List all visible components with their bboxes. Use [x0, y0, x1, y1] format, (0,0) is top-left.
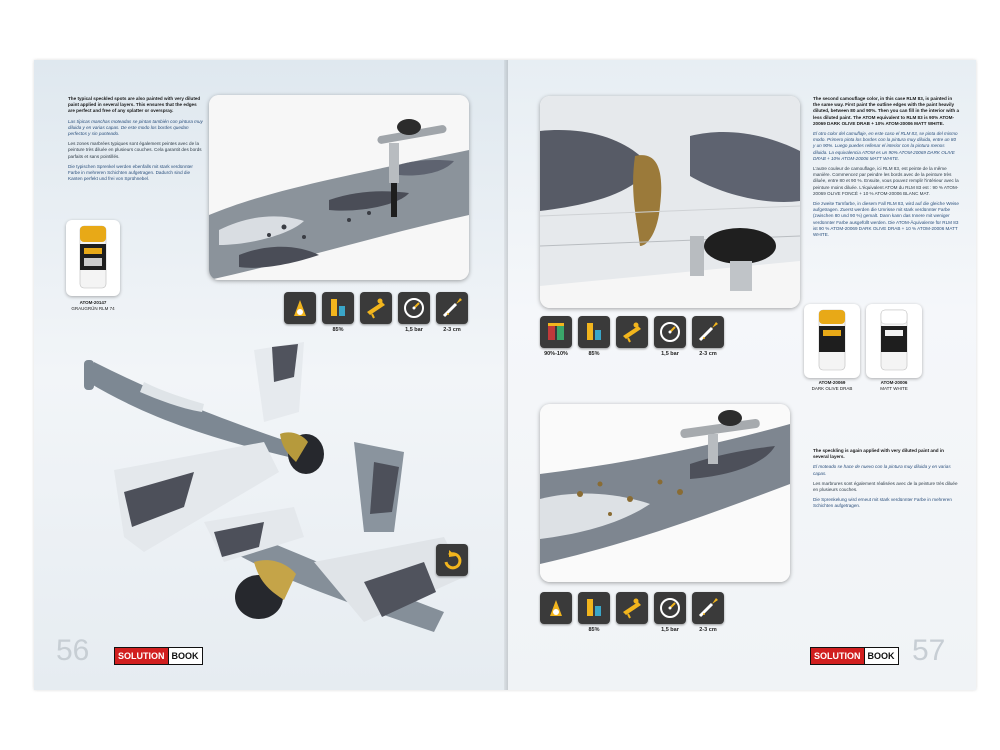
- right-bottom-text-fr: Les marbrures sont également réalisées avec de la peinture très diluée en plusieurs couches.: [813, 480, 958, 493]
- page-number-left: 56: [56, 634, 90, 667]
- paint-bottle-image: [804, 304, 860, 378]
- paint-drops-icon: [284, 292, 316, 324]
- spray-distance-icon: [692, 316, 724, 348]
- icon-cell: [654, 592, 686, 634]
- bottle-caption: [63, 300, 123, 311]
- finished-models-photo: [64, 322, 504, 652]
- right-page: [508, 60, 976, 690]
- icon-caption: 2-3 cm: [699, 351, 717, 357]
- icon-cell: [540, 316, 572, 358]
- icon-cell: [540, 592, 572, 634]
- icon-caption: 1,5 bar: [405, 327, 423, 333]
- dilution-icon: [578, 592, 610, 624]
- right-top-icon-row: [540, 316, 724, 358]
- right-bottom-text-es: El moteado se hace de nuevo con la pintura muy diluida y en varias capas.: [813, 464, 951, 476]
- icon-caption: 90%-10%: [544, 351, 568, 357]
- right-bottom-text-block: [813, 448, 959, 514]
- icon-cell: [692, 316, 724, 358]
- right-top-text-de: Die zweite Tarnfarbe, in diesem Fall RLM 83, wird auf die gleiche Weise aufgetragen. Zuerst werden die Umrisse mit stark verdünnter Farbe (zwischen 80 und 90 %) gemalt. Dann kann das Innere mit weniger verdünnter Farbe ausgefüllt werden. Die ATOM-Äquivalente für RLM 83 ist 90 % ATOM-20069 DARK OLIVE DRAB + 10 % ATOM-20006 MATT WHITE.: [813, 201, 959, 238]
- icon-caption: 2-3 cm: [699, 627, 717, 633]
- paint-bottle-image: [866, 304, 922, 378]
- spray-distance-icon: [436, 292, 468, 324]
- icon-caption: 85%: [588, 351, 600, 357]
- left-text-de: Die typischen Sprenkel werden ebenfalls mit stark verdünnter Farbe in mehreren Schichten aufgetragen. Dadurch sind die Kanten perfekt und frei von Sprühnebel.: [68, 163, 193, 182]
- bottle-code: ATOM-20147: [79, 300, 107, 305]
- right-bottom-text-de: Die Sprenkelung wird erneut mit stark verdünnter Farbe in mehreren Schichten aufgetragen.: [813, 497, 952, 509]
- dilution-icon: [322, 292, 354, 324]
- pressure-gauge-icon: [654, 592, 686, 624]
- icon-caption: 1,5 bar: [661, 627, 679, 633]
- airbrush-icon: [360, 292, 392, 324]
- icon-cell: [578, 592, 610, 634]
- icon-caption: 1,5 bar: [661, 351, 679, 357]
- bottle-code: ATOM-20006: [880, 380, 908, 385]
- icon-caption: 85%: [588, 627, 600, 633]
- icon-caption: 85%: [332, 327, 344, 333]
- paint-mix-icon: [540, 316, 572, 348]
- right-top-text-block: [813, 96, 959, 242]
- icon-cell: [616, 592, 648, 634]
- airbrush-icon: [616, 316, 648, 348]
- bottle-caption: [864, 380, 924, 391]
- pressure-gauge-icon: [398, 292, 430, 324]
- icon-cell: [578, 316, 610, 358]
- paint-bottle-image: [66, 220, 120, 296]
- brand-part1: SOLUTION: [811, 648, 864, 664]
- left-page: [34, 60, 508, 690]
- redo-icon: [436, 544, 468, 576]
- left-text-fr: Les zones marbrées typiques sont également peintes avec de la peinture très diluée en plusieurs couches. Cela garantit des bords parfaits et sans pointillés.: [68, 141, 202, 159]
- bottle-caption: [802, 380, 862, 391]
- paint-drops-icon: [540, 592, 572, 624]
- right-top-text-es: El otro color del camuflaje, en este caso el RLM 83, se pinta del mismo modo. Primero pinta los bordes con la pintura muy diluida, entre un 80 y un 90%. Luego puedes rellenar el interior con la pintura menos diluida. La equivalencia ATOM es un 90% ATOM-20069 DARK OLIVE DRAB + 10% ATOM-20006 MATT WHITE.: [813, 131, 958, 161]
- brand-logo-right: [810, 647, 899, 665]
- book-spread: [34, 60, 976, 690]
- airbrush-photo-speckling: [540, 404, 790, 582]
- right-top-text-fr: L'autre couleur de camouflage, ici RLM 83, est peinte de la même manière. Commencez par peindre les bords avec de la peinture très diluée, entre 80 et 90 %. Ensuite, vous pouvez remplir l'intérieur avec la peinture moins diluée. L'équivalent ATOM du RLM 83 est : 90 % ATOM-20069 OLIVE FONCÉ + 10 % ATOM-20006 BLANC MAT.: [813, 166, 959, 196]
- left-text-block: [68, 96, 204, 186]
- airbrush-photo-fuselage: [209, 95, 469, 280]
- bottle-name: DARK OLIVE DRAB: [811, 385, 853, 391]
- brand-logo-left: [114, 647, 203, 665]
- icon-cell: [616, 316, 648, 358]
- page-number-right: 57: [912, 634, 946, 667]
- right-top-text-en: The second camouflage color, in this case RLM 83, is painted in the same way. First paint the outline edges with the paint heavily diluted, between 80 and 90%. Then you can fill in the interior with a less diluted paint. The ATOM equivalent to RLM 83 is 90% ATOM-20069 DARK OLIVE DRAB + 10% ATOM-20006 MATT WHITE.: [813, 96, 960, 126]
- pressure-gauge-icon: [654, 316, 686, 348]
- airbrush-photo-wing: [540, 96, 800, 308]
- left-text-en: The typical speckled spots are also painted with very diluted paint applied in several layers. This ensures that the edges are perfect and free of any splatter or overspray.: [68, 96, 201, 114]
- bottle-name: GRAUGRÜN RLM 74: [71, 305, 115, 311]
- airbrush-icon: [616, 592, 648, 624]
- right-bottom-icon-row: [540, 592, 724, 634]
- spray-distance-icon: [692, 592, 724, 624]
- brand-part2: BOOK: [864, 648, 898, 664]
- icon-cell: [654, 316, 686, 358]
- icon-cell: [692, 592, 724, 634]
- bottle-code: ATOM-20069: [818, 380, 846, 385]
- bottle-name: MATT WHITE: [880, 385, 908, 391]
- brand-part2: BOOK: [168, 648, 202, 664]
- icon-caption: 2-3 cm: [443, 327, 461, 333]
- left-text-es: Las típicas manchas moteadas se pintan también con pintura muy diluida y en varias capas. De este modo los bordes quedan perfectos y sin punteado.: [68, 118, 203, 137]
- brand-part1: SOLUTION: [115, 648, 168, 664]
- dilution-icon: [578, 316, 610, 348]
- right-bottom-text-en: The speckling is again applied with very diluted paint and in several layers.: [813, 448, 944, 460]
